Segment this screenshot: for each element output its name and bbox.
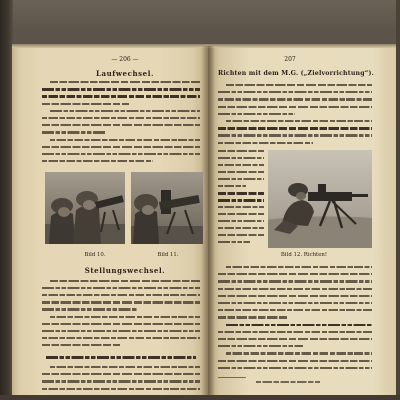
soldier-body [73, 205, 101, 244]
text-line [218, 345, 303, 347]
text-line [218, 241, 250, 243]
soldier-face [296, 192, 306, 200]
book-spine-shadow [201, 46, 215, 395]
caption-bild-12: Bild 12. Richten! [280, 252, 328, 258]
left-heading-stellungswechsel: Stellungswechsel. [84, 266, 166, 275]
text-line [218, 157, 264, 159]
text-line [218, 113, 295, 115]
text-line [218, 234, 264, 236]
photo-bild-11-image [131, 172, 203, 244]
text-line [226, 324, 372, 327]
caption-bild-10: Bild 10. [84, 252, 106, 258]
footnote-rule [218, 377, 246, 378]
text-line [218, 338, 372, 340]
text-line [218, 171, 264, 173]
text-line [218, 331, 372, 333]
text-line [256, 381, 320, 383]
text-line [218, 150, 264, 152]
text-line [50, 316, 200, 318]
soldier-face [142, 205, 154, 215]
photo-bild-10-image [45, 172, 125, 244]
text-line [226, 352, 372, 354]
text-line [218, 127, 372, 130]
text-line [42, 124, 200, 126]
left-page-top-edge [12, 44, 208, 48]
text-line [218, 273, 372, 275]
soldier-face [83, 200, 95, 210]
photo-bild-12-image [268, 150, 372, 248]
text-line [226, 84, 372, 86]
right-page-number: 207 [284, 56, 296, 63]
text-line [218, 280, 372, 282]
text-line [42, 146, 200, 148]
text-line [218, 288, 372, 290]
soldier-face [58, 207, 70, 217]
text-line [218, 295, 372, 297]
text-line [42, 153, 200, 155]
text-line [218, 199, 264, 202]
text-line [46, 356, 196, 359]
text-line [218, 192, 264, 195]
text-line [42, 330, 200, 332]
text-line [42, 308, 137, 310]
text-line [42, 294, 200, 296]
book-cover-edge-right [396, 0, 400, 400]
text-line [218, 227, 264, 229]
text-line [218, 185, 246, 187]
text-line [42, 88, 200, 91]
right-page-top-edge [208, 44, 396, 48]
caption-bild-11: Bild 11. [157, 252, 179, 258]
text-line [42, 388, 200, 390]
text-line [218, 98, 372, 100]
bottom-background [0, 395, 400, 400]
text-line [42, 323, 200, 325]
machine-gun-barrel [352, 194, 368, 197]
text-line [42, 380, 200, 382]
text-line [42, 160, 153, 162]
right-heading-richten: Richten mit dem M.G. („Zielvorrichtung“). [218, 70, 374, 77]
text-line [218, 302, 372, 304]
photo-bild-11 [131, 172, 203, 244]
machine-gun [308, 192, 352, 201]
text-line [50, 110, 200, 112]
text-line [42, 287, 200, 289]
left-heading-laufwechsel: Laufwechsel. [95, 69, 155, 78]
text-line [42, 103, 129, 105]
text-line [218, 316, 287, 318]
text-line [218, 164, 264, 166]
text-line [42, 301, 200, 303]
text-line [218, 360, 372, 362]
text-line [42, 373, 200, 375]
text-line [226, 266, 372, 268]
text-line [218, 367, 372, 369]
text-line [218, 134, 372, 136]
text-line [218, 213, 264, 215]
text-line [42, 131, 105, 133]
text-line [226, 120, 372, 122]
text-line [218, 309, 372, 311]
photo-bild-12 [268, 150, 372, 248]
text-line [42, 95, 200, 98]
text-line [218, 178, 264, 180]
text-line [42, 337, 200, 339]
text-line [50, 139, 200, 141]
text-line [42, 344, 121, 346]
text-line [218, 142, 313, 144]
text-line [42, 117, 200, 119]
text-line [218, 106, 372, 108]
machine-gun-sight [318, 184, 326, 193]
photo-bild-10 [45, 172, 125, 244]
left-page-number: — 206 — [111, 56, 139, 63]
text-line [218, 206, 264, 208]
text-line [218, 91, 372, 93]
text-line [50, 280, 200, 282]
text-line [50, 366, 200, 368]
text-line [218, 220, 264, 222]
text-line [50, 81, 200, 83]
